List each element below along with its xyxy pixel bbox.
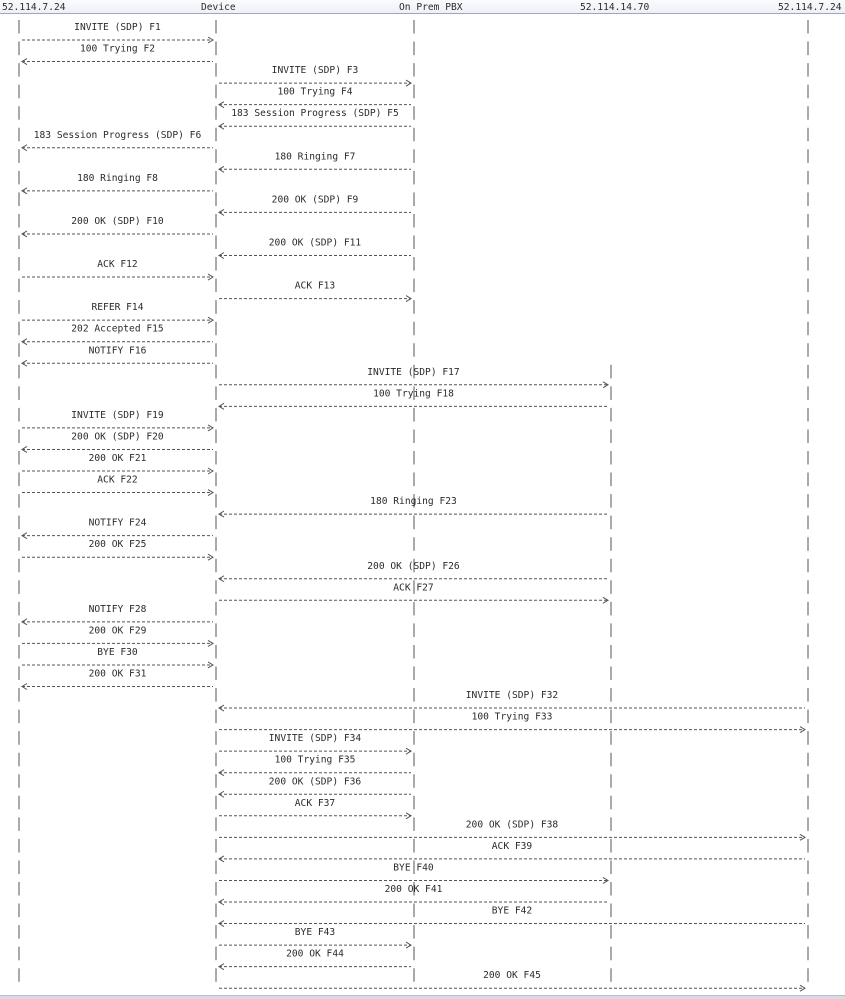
message-label: INVITE (SDP) F34 <box>268 733 362 745</box>
message-label: ACK F27 <box>393 582 434 594</box>
message-label: INVITE (SDP) F3 <box>271 65 359 77</box>
message-label: 200 OK (SDP) F10 <box>71 215 164 227</box>
message-label: 180 Ringing F23 <box>370 496 457 508</box>
message-label: INVITE (SDP) F32 <box>465 690 559 702</box>
column-header-device: Device <box>201 2 236 13</box>
message-label: 200 OK F44 <box>286 948 344 960</box>
column-header-on-prem-pbx: On Prem PBX <box>399 2 463 13</box>
message-label: 100 Trying F33 <box>471 711 553 723</box>
message-label: ACK F22 <box>97 474 138 486</box>
message-label: 100 Trying F2 <box>79 43 156 55</box>
message-label: ACK F37 <box>294 797 336 809</box>
message-label: 200 OK F45 <box>483 970 541 982</box>
message-label: 200 OK (SDP) F26 <box>367 560 460 572</box>
message-label: 100 Trying F35 <box>274 754 356 766</box>
column-header-52-114-14-70: 52.114.14.70 <box>580 2 650 13</box>
message-label: 180 Ringing F8 <box>77 172 158 184</box>
message-label: REFER F14 <box>91 302 144 314</box>
message-label: NOTIFY F24 <box>88 517 147 529</box>
message-label: ACK F13 <box>294 280 336 292</box>
message-label: 180 Ringing F7 <box>274 151 356 163</box>
message-label: BYE F42 <box>491 905 533 917</box>
message-label: 200 OK F21 <box>88 453 147 464</box>
message-label: 200 OK (SDP) F11 <box>268 237 362 249</box>
message-label: 200 OK (SDP) F9 <box>271 194 359 206</box>
message-label: 200 OK (SDP) F36 <box>268 776 362 788</box>
message-label: 202 Accepted F15 <box>71 323 164 335</box>
message-label: BYE F40 <box>393 862 434 874</box>
message-label: 200 OK (SDP) F20 <box>71 431 164 443</box>
message-label: 200 OK F41 <box>384 884 443 895</box>
message-label: 200 OK F31 <box>88 668 147 680</box>
message-label: ACK F12 <box>97 259 138 271</box>
message-label: 200 OK F29 <box>88 625 147 637</box>
message-label: INVITE (SDP) F19 <box>71 409 164 421</box>
message-label: ACK F39 <box>491 840 533 852</box>
message-label: INVITE (SDP) F17 <box>367 366 460 378</box>
column-header-52-114-7-24-right: 52.114.7.24 <box>778 2 842 13</box>
message-label: BYE F30 <box>97 646 138 658</box>
message-label: 100 Trying F4 <box>277 86 353 98</box>
message-label: INVITE (SDP) F1 <box>74 22 161 33</box>
message-label: 200 OK (SDP) F38 <box>465 819 559 831</box>
message-label: NOTIFY F28 <box>88 603 147 615</box>
message-label: 183 Session Progress (SDP) F6 <box>33 129 202 141</box>
message-label: 183 Session Progress (SDP) F5 <box>231 108 399 120</box>
horizontal-scrollbar[interactable] <box>0 995 845 999</box>
message-label: 200 OK F25 <box>88 539 147 551</box>
message-label: NOTIFY F16 <box>88 345 147 357</box>
message-label: 100 Trying F18 <box>373 388 454 400</box>
column-header-52-114-7-24-left: 52.114.7.24 <box>2 2 66 13</box>
message-label: BYE F43 <box>294 927 336 939</box>
